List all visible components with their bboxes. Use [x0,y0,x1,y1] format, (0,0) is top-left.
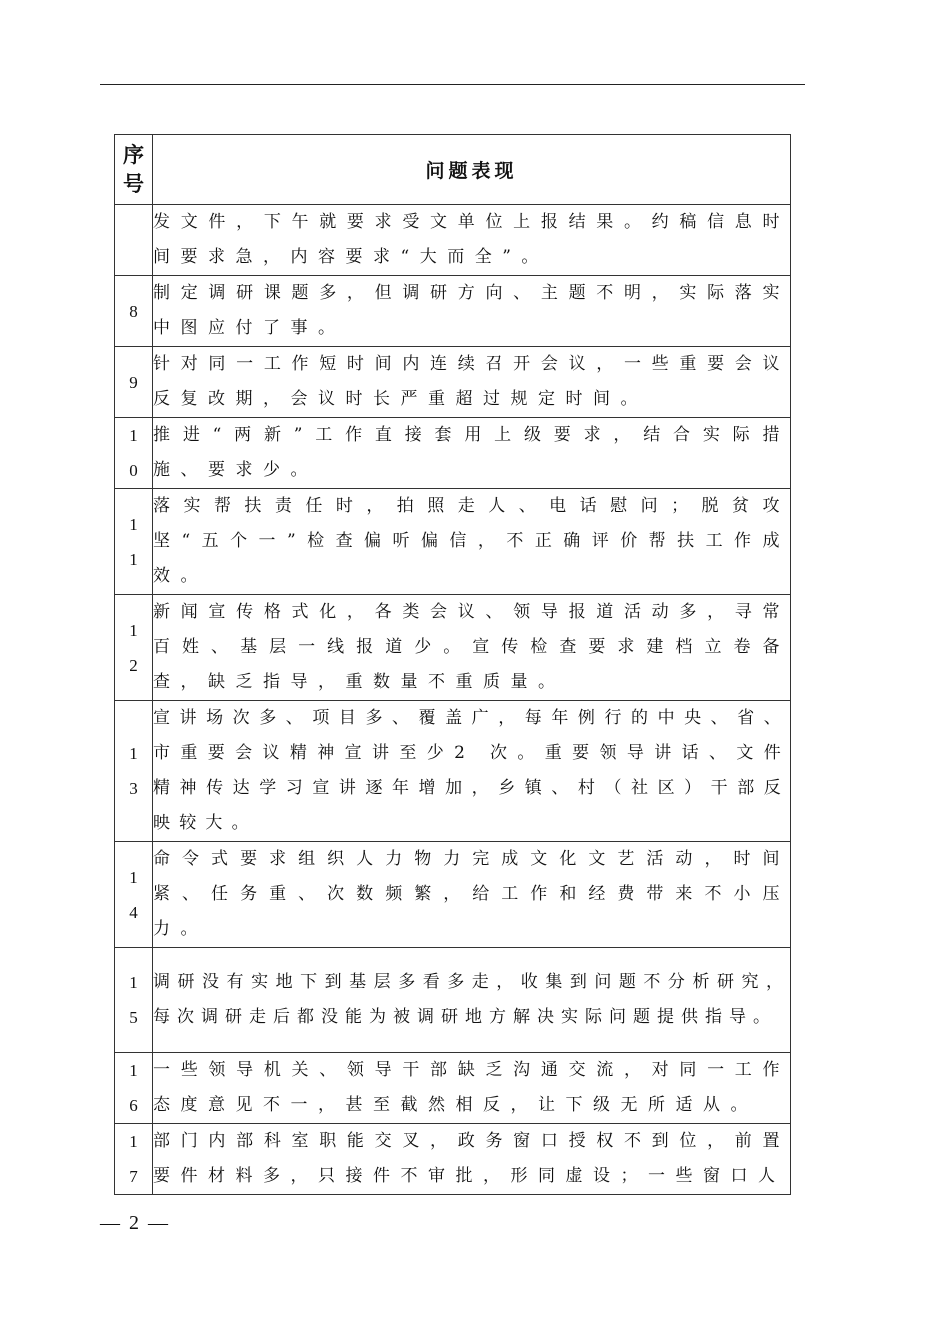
problem-table [114,134,791,1195]
row-serial: 1 5 [115,948,153,1053]
table-row [115,1053,791,1124]
table-row [115,1124,791,1195]
row-serial: 9 [115,347,153,418]
row-serial: 1 3 [115,701,153,842]
table-row [115,276,791,347]
row-text: 制定调研课题多，但调研方向、主题不明，实际落实中图应付了事。 [153,276,791,347]
header-serial: 序 号 [115,135,153,205]
table-row [115,347,791,418]
row-serial: 1 1 [115,489,153,595]
table-row [115,948,791,1053]
header-rule [100,84,805,85]
row-serial: 1 2 [115,595,153,701]
row-text: 发文件，下午就要求受文单位上报结果。约稿信息时间要求急，内容要求“大而全”。 [153,205,791,276]
table-row [115,701,791,842]
table-row [115,205,791,276]
row-serial: 1 4 [115,842,153,948]
row-text: 落实帮扶责任时，拍照走人、电话慰问；脱贫攻坚“五个一”检查偏听偏信，不正确评价帮扶工作成效。 [153,489,791,595]
row-serial: 1 7 [115,1124,153,1195]
row-text: 部门内部科室职能交叉，政务窗口授权不到位，前置要件材料多，只接件不审批，形同虚设；一些窗口人 [153,1124,791,1195]
row-text: 针对同一工作短时间内连续召开会议，一些重要会议反复改期，会议时长严重超过规定时间。 [153,347,791,418]
table-header-row [115,135,791,205]
row-text: 推进“两新”工作直接套用上级要求，结合实际措施、要求少。 [153,418,791,489]
table-row [115,842,791,948]
table-row [115,489,791,595]
row-serial: 1 6 [115,1053,153,1124]
page-number: — 2 — [100,1212,170,1234]
row-serial: 1 0 [115,418,153,489]
row-text: 一些领导机关、领导干部缺乏沟通交流，对同一工作态度意见不一，甚至截然相反，让下级无所适从。 [153,1053,791,1124]
table-row [115,418,791,489]
row-text: 调研没有实地下到基层多看多走，收集到问题不分析研究，每次调研走后都没能为被调研地方解决实际问题提供指导。 [153,948,791,1053]
row-serial [115,205,153,276]
row-text: 新闻宣传格式化，各类会议、领导报道活动多，寻常百姓、基层一线报道少。宣传检查要求建档立卷备查，缺乏指导，重数量不重质量。 [153,595,791,701]
row-text: 宣讲场次多、项目多、覆盖广，每年例行的中央、省、市重要会议精神宣讲至少2 次。重要领导讲话、文件精神传达学习宣讲逐年增加，乡镇、村（社区）干部反映较大。 [153,701,791,842]
row-text: 命令式要求组织人力物力完成文化文艺活动，时间紧、任务重、次数频繁，给工作和经费带来不小压力。 [153,842,791,948]
table-row [115,595,791,701]
row-serial: 8 [115,276,153,347]
header-title: 问题表现 [153,135,791,205]
